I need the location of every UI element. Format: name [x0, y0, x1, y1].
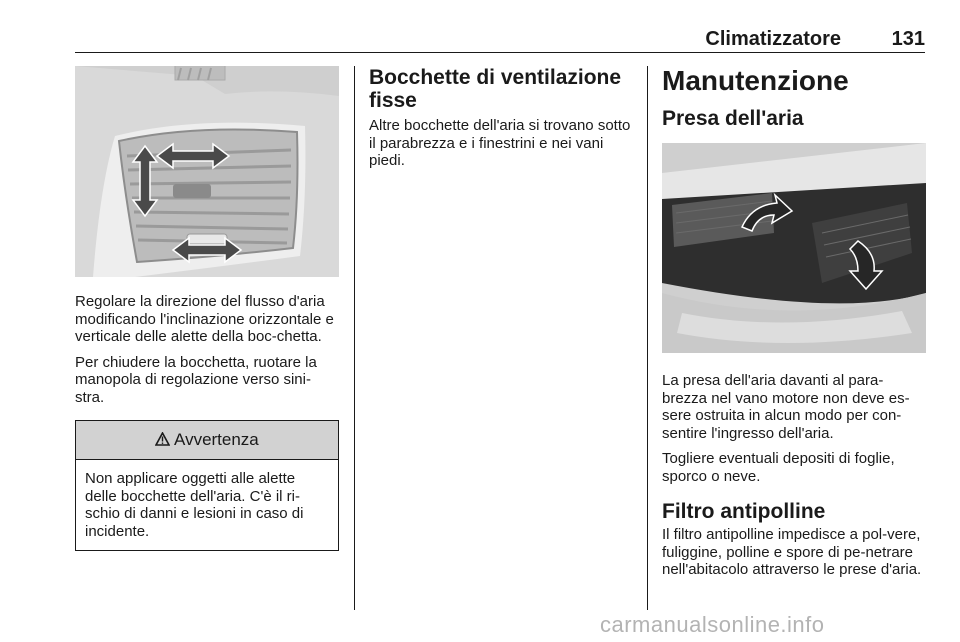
- watermark-text: carmanualsonline.info: [600, 612, 825, 637]
- air-vent-illustration: [75, 66, 339, 277]
- page-number: 131: [891, 28, 925, 50]
- heading-fixed-vents: Bocchette di ventilazione fisse: [369, 66, 622, 112]
- paragraph-vent-direction: Regolare la direzione del flusso d'aria modificando l'inclinazione orizzontale e verticale delle alette della boc-chetta.: [75, 293, 334, 345]
- heading-air-intake: Presa dell'aria: [662, 107, 804, 130]
- air-vent-drawing: [75, 66, 339, 277]
- column-divider-1: [354, 66, 355, 610]
- air-intake-photo: [662, 143, 926, 353]
- paragraph-air-intake: La presa dell'aria davanti al para-brezza nel vano motore non deve es-sere ostruita in alcun modo per con-sentire l'ingresso dell'aria.: [662, 372, 910, 442]
- page-header: [75, 28, 925, 53]
- column-2: [369, 66, 631, 170]
- warning-box: [75, 420, 339, 551]
- warning-text: Non applicare oggetti alle alette delle bocchette dell'aria. C'è il ri-schio di danni e lesioni in caso di incidente.: [85, 470, 304, 540]
- section-title: Climatizzatore: [705, 28, 841, 50]
- paragraph-vent-close: Per chiudere la bocchetta, ruotare la manopola di regolazione verso sini-stra.: [75, 353, 317, 406]
- warning-body: [76, 460, 338, 550]
- heading-pollen-filter: Filtro antipolline: [662, 500, 826, 523]
- paragraph-pollen-filter: Il filtro antipolline impedisce a pol-vere, fuliggine, polline e spore di pe-netrare nell'abitacolo attraverso le prese d'aria.: [662, 526, 922, 578]
- paragraph-fixed-vents: Altre bocchette dell'aria si trovano sotto il parabrezza e i finestrini e nei vani piedi.: [369, 117, 631, 169]
- column-1: [75, 66, 339, 551]
- warning-header: [76, 421, 338, 460]
- column-divider-2: [647, 66, 648, 610]
- column-3: [662, 66, 926, 579]
- paragraph-remove-deposits: Togliere eventuali depositi di foglie, sporco o neve.: [662, 450, 895, 485]
- air-intake-drawing: [662, 143, 926, 353]
- warning-label: Avvertenza: [174, 430, 259, 449]
- heading-maintenance: Manutenzione: [662, 65, 849, 96]
- warning-triangle-icon: [155, 430, 174, 449]
